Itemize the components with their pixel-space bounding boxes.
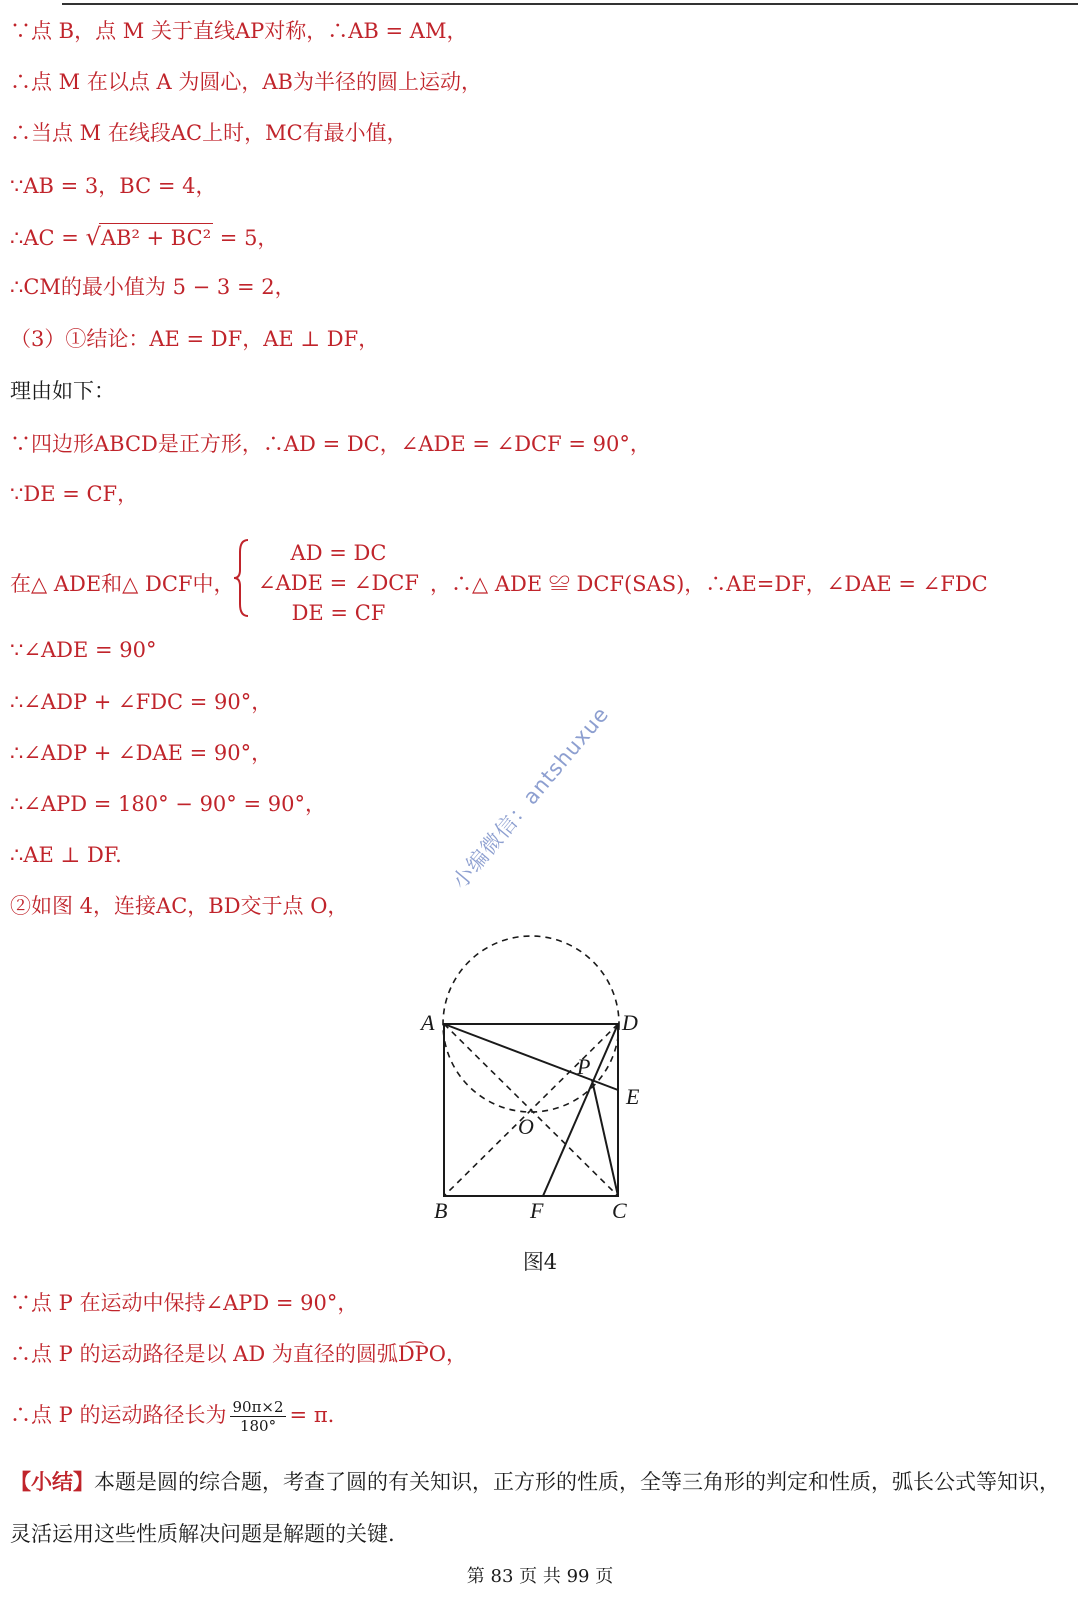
summary-paragraph <box>10 1456 1070 1560</box>
label-c: C <box>612 1198 627 1223</box>
system-row: ∠ADE = ∠DCF <box>258 571 419 595</box>
line-5-pre: ∴AC = <box>10 226 86 250</box>
line-17: ∵点 P 在运动中保持∠APD = 90°， <box>10 1291 359 1315</box>
line-13: ∴∠ADP + ∠DAE = 90°， <box>10 741 273 765</box>
fraction-numerator: 90π×2 <box>232 1398 284 1416</box>
line-7: （3）①结论：AE = DF，AE ⊥ DF， <box>10 327 380 351</box>
line-15: ∴AE ⊥ DF. <box>10 843 122 867</box>
label-f: F <box>530 1198 544 1223</box>
sqrt-radicand: AB² + BC² <box>99 223 213 252</box>
line-18: ∴点 P 的运动路径是以 AD 为直径的圆弧D͡PO， <box>10 1342 468 1366</box>
system-lead: 在△ ADE和△ DCF中， <box>10 572 235 596</box>
figure-caption: 图4 <box>522 1250 558 1274</box>
label-d: D <box>622 1010 638 1035</box>
line-2: ∴点 M 在以点 A 为圆心，AB为半径的圆上运动， <box>10 70 482 94</box>
label-a: A <box>421 1010 435 1035</box>
page-footer: 第 83 页 共 99 页 <box>466 1566 614 1587</box>
line-10: ∵DE = CF， <box>10 482 139 506</box>
line-19 <box>10 1398 334 1435</box>
line-16: ②如图 4，连接AC，BD交于点 O， <box>10 894 349 918</box>
label-e: E <box>626 1084 640 1109</box>
line-8: 理由如下： <box>10 379 115 403</box>
line-14: ∴∠APD = 180° − 90° = 90°， <box>10 792 326 816</box>
line-1: ∵点 B，点 M 关于直线AP对称，∴AB = AM， <box>10 19 468 43</box>
label-b: B <box>434 1198 448 1223</box>
fraction-denominator: 180° <box>239 1417 277 1435</box>
line-4: ∵AB = 3，BC = 4， <box>10 174 217 198</box>
line-5-post: = 5， <box>213 226 279 250</box>
arc-length-fraction <box>230 1398 285 1435</box>
line-19-pre: ∴点 P 的运动路径长为 <box>10 1403 227 1427</box>
line-12: ∴∠ADP + ∠FDC = 90°， <box>10 690 273 714</box>
line-6: ∴CM的最小值为 5 − 3 = 2， <box>10 275 296 299</box>
line-3: ∴当点 M 在线段AC上时，MC有最小值， <box>10 121 408 145</box>
label-o: O <box>518 1114 534 1139</box>
system-tail: ，∴△ ADE ≌ DCF(SAS)，∴AE=DF，∠DAE = ∠FDC <box>430 572 988 596</box>
summary-text: 本题是圆的综合题，考查了圆的有关知识，正方形的性质，全等三角形的判定和性质，弧长公式等知识，灵活运用这些性质解决问题是解题的关键. <box>10 1470 1060 1546</box>
watermark: 小编微信：antshuxue <box>447 701 614 894</box>
label-p: P <box>577 1054 591 1079</box>
summary-tag: 【小结】 <box>10 1469 94 1494</box>
segment-pc <box>592 1080 618 1196</box>
line-9: ∵四边形ABCD是正方形，∴AD = DC，∠ADE = ∠DCF = 90°， <box>10 432 651 456</box>
system-row: AD = DC <box>290 541 387 565</box>
segment-df <box>543 1024 618 1196</box>
system-row: DE = CF <box>291 601 386 625</box>
sqrt-sign: √ <box>85 223 101 251</box>
line-19-post: = π. <box>289 1403 335 1427</box>
line-11: ∵∠ADE = 90° <box>10 638 157 662</box>
